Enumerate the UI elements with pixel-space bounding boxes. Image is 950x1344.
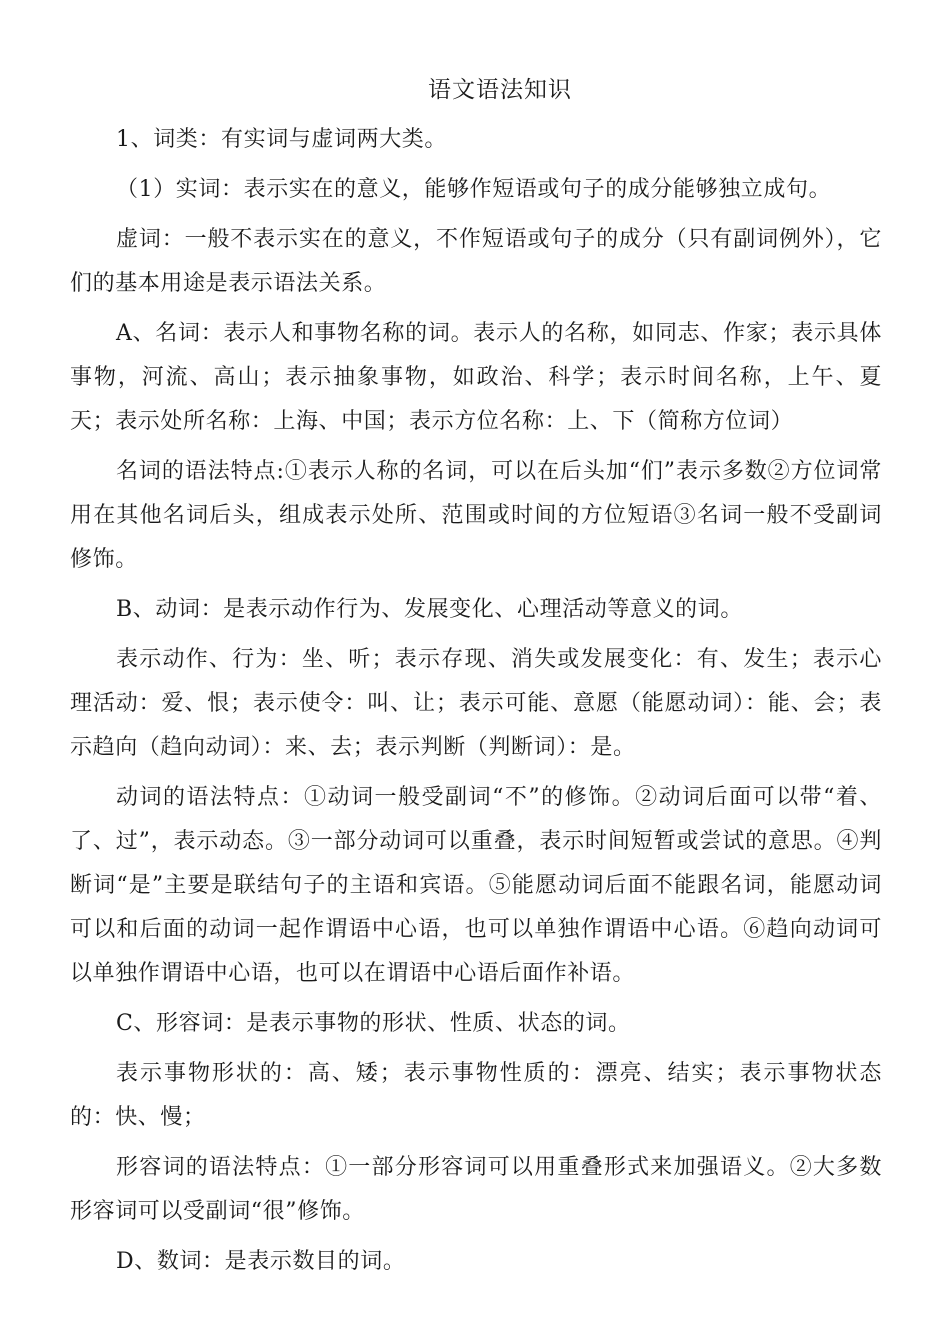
paragraph-function-words: 虚词：一般不表示实在的意义，不作短语或句子的成分（只有副词例外），它们的基本用途是表示语法关系。 xyxy=(70,227,882,296)
paragraph-verbs: B、动词：是表示动作行为、发展变化、心理活动等意义的词。 xyxy=(116,597,743,622)
paragraph-adjective-grammar: 形容词的语法特点：①一部分形容词可以用重叠形式来加强语义。②大多数形容词可以受副词“很”修饰。 xyxy=(70,1155,882,1224)
document-title: 语文语法知识 xyxy=(428,77,572,103)
paragraph-noun-grammar: 名词的语法特点:①表示人称的名词，可以在后头加“们”表示多数②方位词常用在其他名词后头，组成表示处所、范围或时间的方位短语③名词一般不受副词修饰。 xyxy=(70,459,882,572)
paragraph-numerals: D、数词：是表示数目的词。 xyxy=(116,1249,406,1274)
paragraph-adjective-types: 表示事物形状的：高、矮；表示事物性质的：漂亮、结实；表示事物状态的：快、慢； xyxy=(70,1061,882,1130)
paragraph-word-classes: 1、词类：有实词与虚词两大类。 xyxy=(116,127,447,152)
paragraph-adjectives: C、形容词：是表示事物的形状、性质、状态的词。 xyxy=(116,1011,631,1036)
paragraph-verb-grammar: 动词的语法特点：①动词一般受副词“不”的修饰。②动词后面可以带“着、了、过”，表示动态。③一部分动词可以重叠，表示时间短暂或尝试的意思。④判断词“是”主要是联结句子的主语和宾语。⑤能愿动词后面不能跟名词，能愿动词可以和后面的动词一起作谓语中心语，也可以单独作谓语中心语。⑥趋向动词可以单独作谓语中心语，也可以在谓语中心语后面作补语。 xyxy=(70,785,882,986)
paragraph-verb-types: 表示动作、行为：坐、听；表示存现、消失或发展变化：有、发生；表示心理活动：爱、恨；表示使令：叫、让；表示可能、意愿（能愿动词）：能、会；表示趋向（趋向动词）：来、去；表示判断（判断词）：是。 xyxy=(70,647,882,760)
document-body xyxy=(70,118,882,1290)
paragraph-content-words: （1）实词：表示实在的意义，能够作短语或句子的成分能够独立成句。 xyxy=(116,177,832,202)
paragraph-nouns: A、名词：表示人和事物名称的词。表示人的名称，如同志、作家；表示具体事物，河流、高山；表示抽象事物，如政治、科学；表示时间名称，上午、夏天；表示处所名称：上海、中国；表示方位名称：上、下（简称方位词） xyxy=(70,321,882,434)
